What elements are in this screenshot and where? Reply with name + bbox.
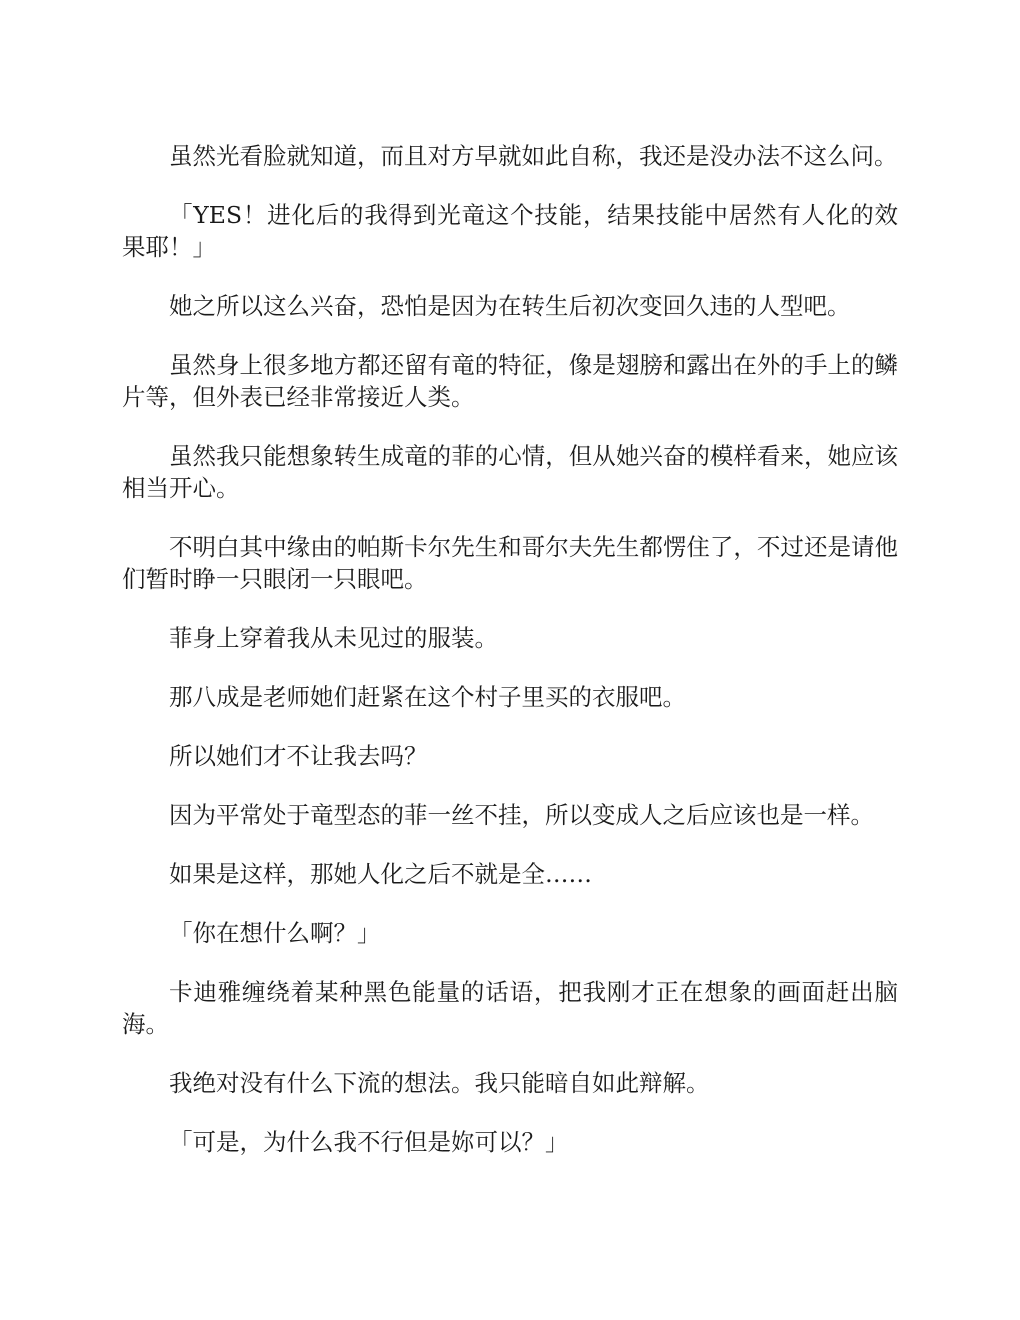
paragraph-8: 那八成是老师她们赶紧在这个村子里买的衣服吧。 xyxy=(169,683,686,711)
paragraph-14: 我绝对没有什么下流的想法。我只能暗自如此辩解。 xyxy=(169,1069,710,1097)
paragraph-13: 卡迪雅缠绕着某种黑色能量的话语，把我刚才正在想象的画面赶出脑海。 xyxy=(122,978,898,1038)
paragraph-9: 所以她们才不让我去吗？ xyxy=(169,742,428,770)
paragraph-5: 虽然我只能想象转生成竜的菲的心情，但从她兴奋的模样看来，她应该相当开心。 xyxy=(122,442,898,502)
paragraph-2: 「YES！进化后的我得到光竜这个技能，结果技能中居然有人化的效果耶！」 xyxy=(122,201,898,261)
paragraph-6: 不明白其中缘由的帕斯卡尔先生和哥尔夫先生都愣住了，不过还是请他们暂时睁一只眼闭一只眼吧。 xyxy=(122,533,898,593)
paragraph-4: 虽然身上很多地方都还留有竜的特征，像是翅膀和露出在外的手上的鳞片等，但外表已经非常接近人类。 xyxy=(122,351,898,411)
paragraph-15: 「可是，为什么我不行但是妳可以？」 xyxy=(169,1128,569,1156)
document-page xyxy=(122,140,898,1185)
paragraph-12: 「你在想什么啊？」 xyxy=(169,919,381,947)
paragraph-1: 虽然光看脸就知道，而且对方早就如此自称，我还是没办法不这么问。 xyxy=(169,142,898,170)
paragraph-3: 她之所以这么兴奋，恐怕是因为在转生后初次变回久违的人型吧。 xyxy=(169,292,851,320)
paragraph-7: 菲身上穿着我从未见过的服装。 xyxy=(169,624,498,652)
paragraph-11: 如果是这样，那她人化之后不就是全…… xyxy=(169,860,592,888)
paragraph-10: 因为平常处于竜型态的菲一丝不挂，所以变成人之后应该也是一样。 xyxy=(169,801,874,829)
